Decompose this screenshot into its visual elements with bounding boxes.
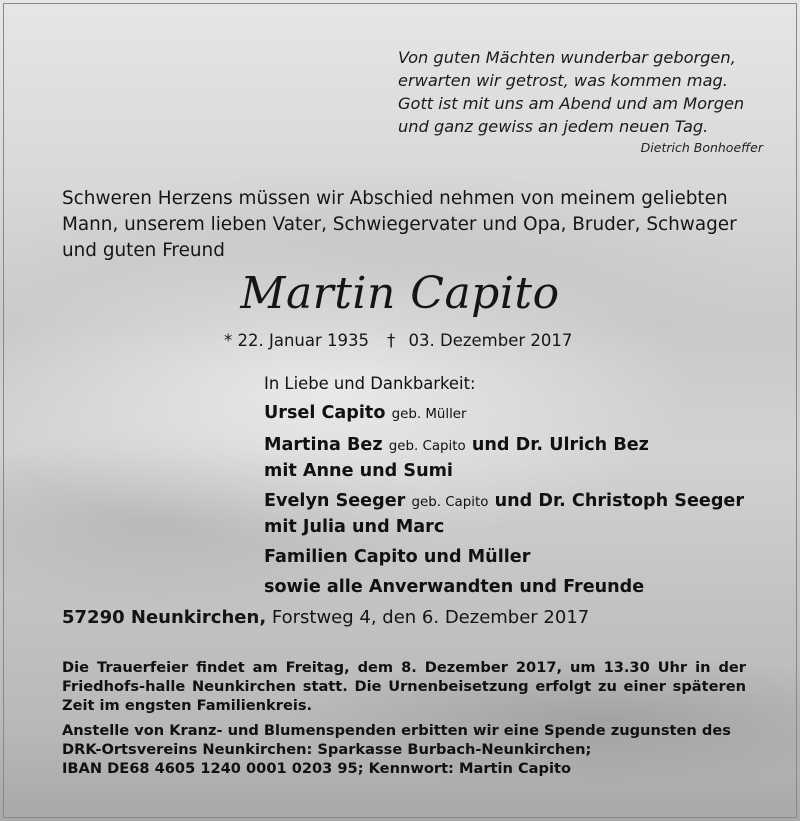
intro-line: und guten Freund xyxy=(62,240,225,261)
maiden-name: geb. Müller xyxy=(391,407,467,422)
donation-line: Anstelle von Kranz- und Blumenspenden erbitten wir eine Spende zugunsten des xyxy=(62,722,731,739)
intro-text xyxy=(62,186,782,264)
intro-line: Mann, unserem lieben Vater, Schwiegervater und Opa, Bruder, Schwager xyxy=(62,214,737,235)
mourner-name: Martina Bez xyxy=(264,435,383,455)
mourner-entry xyxy=(264,433,784,483)
death-date: 03. Dezember 2017 xyxy=(408,331,573,350)
mourners-lead: In Liebe und Dankbarkeit: xyxy=(264,374,476,393)
mourner-relatives: sowie alle Anverwandten und Freunde xyxy=(264,577,645,597)
deceased-name: Martin Capito xyxy=(240,268,560,319)
funeral-info: Die Trauerfeier findet am Freitag, dem 8. Dezember 2017, um 13.30 Uhr in der Friedhofs-halle Neunkirchen statt. Die Urnenbeisetzung erfolgt zu einer späteren Zeit im engsten Familienkreis. xyxy=(62,659,746,714)
mourner-children: mit Anne und Sumi xyxy=(264,461,453,481)
donation-line: DRK-Ortsvereins Neunkirchen: Sparkasse Burbach-Neunkirchen; xyxy=(62,741,592,758)
bonhoeffer-quote xyxy=(398,46,778,138)
maiden-name: geb. Capito xyxy=(388,439,466,454)
mourner-partner: und Dr. Ulrich Bez xyxy=(471,435,649,455)
mourner-children: mit Julia und Marc xyxy=(264,517,445,537)
mourner-name: Ursel Capito xyxy=(264,403,386,423)
birth-symbol: * xyxy=(224,331,233,350)
funeral-notice xyxy=(62,658,746,778)
intro-line: Schweren Herzens müssen wir Abschied nehmen von meinem geliebten xyxy=(62,188,728,209)
life-dates xyxy=(224,331,784,350)
birth-date: 22. Januar 1935 xyxy=(237,331,370,350)
mourner-entry xyxy=(264,401,784,427)
mourner-families: Familien Capito und Müller xyxy=(264,547,531,567)
mourner-entry xyxy=(264,575,784,599)
mourner-entry xyxy=(264,545,784,569)
maiden-name: geb. Capito xyxy=(411,495,489,510)
quote-line: Gott ist mit uns am Abend und am Morgen xyxy=(398,94,745,113)
quote-line: und ganz gewiss an jedem neuen Tag. xyxy=(398,117,709,136)
quote-line: Von guten Mächten wunderbar geborgen, xyxy=(398,48,736,67)
mourner-entry xyxy=(264,489,784,539)
place-address-date: Forstweg 4, den 6. Dezember 2017 xyxy=(271,607,590,628)
quote-author: Dietrich Bonhoeffer xyxy=(640,140,763,155)
mourner-name: Evelyn Seeger xyxy=(264,491,406,511)
mourners-list xyxy=(264,373,784,605)
place-city: 57290 Neunkirchen, xyxy=(62,607,267,628)
quote-line: erwarten wir getrost, was kommen mag. xyxy=(398,71,728,90)
mourner-partner: und Dr. Christoph Seeger xyxy=(494,491,745,511)
place-and-date xyxy=(62,607,782,628)
donation-iban: IBAN DE68 4605 1240 0001 0203 95; Kennwort: Martin Capito xyxy=(62,760,571,777)
death-cross-icon: † xyxy=(387,331,396,350)
